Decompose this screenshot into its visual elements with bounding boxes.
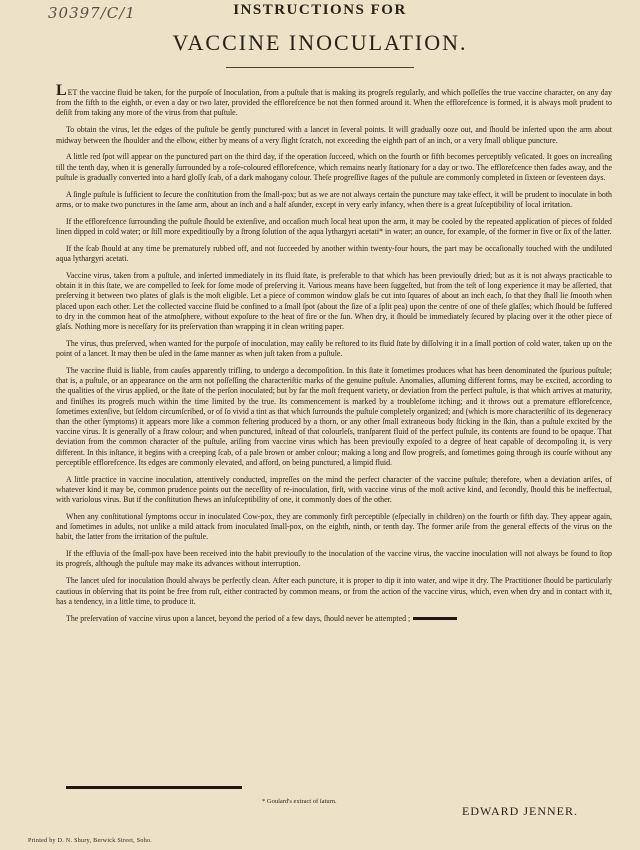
paragraph-9: The vaccine fluid is liable, from cauſes apparently trifling, to undergo a decompoſition. In this ſtate it ſometimes produces what has been denominated the ſpurious puſtule; that is, a puſtule, or an appearance on the arm not poſſeſſing the characteriſtic marks of the genuine puſtule. Anomalies, aſſuming different forms, may be excited, according to the qualities of the virus applied, or the ſtate of the perſon inoculated; but by far the moſt frequent variety, or deviation from the perfect puſtule, is that which arrives at maturity, and finiſhes its progreſs much within the time limited by the true. Its commencement is marked by a troubleſome itching; and it throws out a premature efflorefcence, ſometimes extenſive, but ſeldom circumſcribed, or of ſo vivid a tint as that which ſurrounds the puſtule completely organized; and (which is more characteriſtic of its degeneracy than the other ſymptoms) it appears more like a common feſtering produced by a thorn, or any other ſmall extraneous body ſticking in the ſkin, than a puſtule excited by the vaccine virus. It is generally of a ſtraw colour; and when punctured, inſtead of that colourleſs, tranſparent fluid of the perfect puſtule, its contents are found to be opaque. That deviation from the common character of the puſtule, ariſing from vaccine virus which has been previouſly expoſed to a degree of heat capable of decompoſing it, is very different. In this inſtance, it begins with a creeping ſcab, of a pale brown or amber colour; making a long and ſlow progreſs, and ſometimes going through its courſe without any perceptible efflorefcence. Its edges are commonly elevated, and afford, on being punctured, a limpid fluid. — [56, 365, 612, 467]
title-line-1: INSTRUCTIONS FOR — [233, 2, 407, 18]
paragraph-1-text: ET the vaccine fluid be taken, for the purpoſe of Inoculation, from a puſtule that is making its progreſs regularly, and which poſſeſſes the true vaccine character, on any day from the fifth to the eighth, or even a day or two later, provided the efflorefcence be not then formed around it. When the efflorefcence is formed, it is always moſt prudent to deſiſt from taking any more of the virus from that puſtule. — [56, 88, 612, 118]
paragraph-2: To obtain the virus, let the edges of the puſtule be gently punctured with a lancet in ſeveral points. It will gradually ooze out, and ſhould be inſerted upon the arm about midway between the ſhoulder and the elbow, either by means of a very ſlight ſcratch, not exceeding the eighth part of an inch, or a very ſmall oblique puncture. — [56, 125, 612, 145]
paragraph-6: If the ſcab ſhould at any time be prematurely rubbed off, and not ſucceeded by another within twenty-four hours, the part may be occaſionally touched with the undiluted aqua lythargyri acetati. — [56, 243, 612, 264]
paragraph-12: If the effluvia of the ſmall-pox have been received into the habit previouſly to the inoculation of the vaccine virus, the vaccine inoculation will not always be found to ſtop its progreſs, although the puſtule may make its advances without interruption. — [56, 549, 612, 569]
printer-imprint: Printed by D. N. Shury, Berwick Street, Soho. — [28, 838, 153, 844]
paragraph-10: A little practice in vaccine inoculation, attentively conducted, impreſſes on the mind the perfect character of the vaccine puſtule; therefore, when a deviation ariſes, of whatever kind it may be, common prudence points out the neceſſity of re-inoculation, firſt, with vaccine virus of the moſt active kind, and ſecondly, ſhould this be ineffectual, with variolous virus. But if the conſtitution ſhews an inſuſceptibility of one, it commonly does of the other. — [56, 474, 612, 505]
paragraph-5: If the efflorefcence ſurrounding the puſtule ſhould be extenſive, and occaſion much local heat upon the arm, it may be cooled by the repeated application of pieces of folded linen dipped in cold water; or ſtill more expeditiouſly by a ſtrong ſolution of the aqua lythargyri acetati* in water; an ounce, for example, of the former in five or ſix of the latter. — [56, 216, 612, 236]
manuscript-shelfmark: 30397/C/1 — [48, 4, 136, 22]
paragraph-3: A little red ſpot will appear on the punctured part on the third day, if the operation ſucceed, which on the fourth or fifth becomes perceptibly veſicated. It goes on increaſing till the tenth day, when it is generally ſurrounded by a roſe-coloured efflorefcence, which remains nearly ſtationary for a day or two. The efflorefcence then fades away, and the puſtule is gradually converted into a hard gloſſy ſcab, of a dark mahogany colour. Theſe progreſſive ſtages of the puſtule are commonly completed in ſixteen or ſeventeen days. — [56, 152, 612, 182]
paragraph-7: Vaccine virus, taken from a puſtule, and inſerted immediately in its fluid ſtate, is preferable to that which has been previouſly dried; but as it is not always practicable to obtain it in this ſtate, we are compelled to ſeek for ſome mode of preſerving it. Various means have been ſuggeſted, but from the teſt of long experience it may be aſſerted, that preſerving it between two plates of glaſs is the moſt eligible. Let a piece of common window glaſs be cut into ſquares of about an inch each, ſo that they ſhall lie ſmooth when placed upon each other. Let the collected vaccine fluid be confined to a ſmall ſpot (about the ſize of a ſplit pea) upon the centre of one of theſe glaſſes; which ſhould be ſuffered to dry in the common heat of the atmoſphere, without expoſure to the heat of fire or the ſun. When dry, it ſhould be immediately ſecured by placing over it the other piece of glaſs. Nothing more is neceſſary for its preſervation than wrapping it in clean writing paper. — [56, 270, 612, 331]
signature: EDWARD JENNER. — [462, 804, 578, 818]
paragraph-8: The virus, thus preſerved, when wanted for the purpoſe of inoculation, may eaſily be reſtored to its fluid ſtate by diſſolving it in a ſmall portion of cold water, taken up on the point of a lancet. It may then be uſed in the ſame manner as when juſt taken from a puſtule. — [56, 338, 612, 359]
paragraph-14 — [56, 614, 612, 624]
body-text — [56, 82, 612, 631]
footnote: * Goulard's extract of ſaturn. — [262, 798, 337, 805]
paragraph-14-text: The preſervation of vaccine virus upon a lancet, beyond the period of a few days, ſhould never be attempted ; — [66, 613, 411, 623]
handwritten-underline — [66, 786, 242, 789]
title-rule — [226, 67, 414, 68]
strikethrough-mark — [413, 617, 457, 620]
paragraph-1 — [56, 82, 612, 119]
title-line-2: VACCINE INOCULATION. — [172, 30, 468, 55]
paragraph-4: A ſingle puſtule is ſufficient to ſecure the conſtitution from the ſmall-pox; but as we are not always certain the puncture may take effect, it will be prudent to inoculate in both arms, or to make two punctures in the ſame arm, about an inch and a half aſunder, except in very early infancy, when there is a great ſuſceptibility of local irritation. — [56, 189, 612, 209]
drop-cap: L — [56, 82, 67, 99]
paragraph-13: The lancet uſed for inoculation ſhould always be perfectly clean. After each puncture, it is proper to dip it into water, and wipe it dry. The Practitioner ſhould be particularly cautious in obſerving that its point be free from ruſt, either contracted by common means, or from the action of the vaccine virus, which, even when dry and in contact with it, has a tendency, in a little time, to produce it. — [56, 576, 612, 606]
paragraph-11: When any conſtitutional ſymptoms occur in inoculated Cow-pox, they are commonly firſt perceptible (eſpecially in children) on the fourth or fifth day. They appear again, and ſometimes in adults, not unlike a mild attack from inoculated ſmall-pox, on the eighth, ninth, or tenth day. The former ariſe from the general effects of the virus on the habit, the latter from the irritation of the puſtule. — [56, 511, 612, 542]
